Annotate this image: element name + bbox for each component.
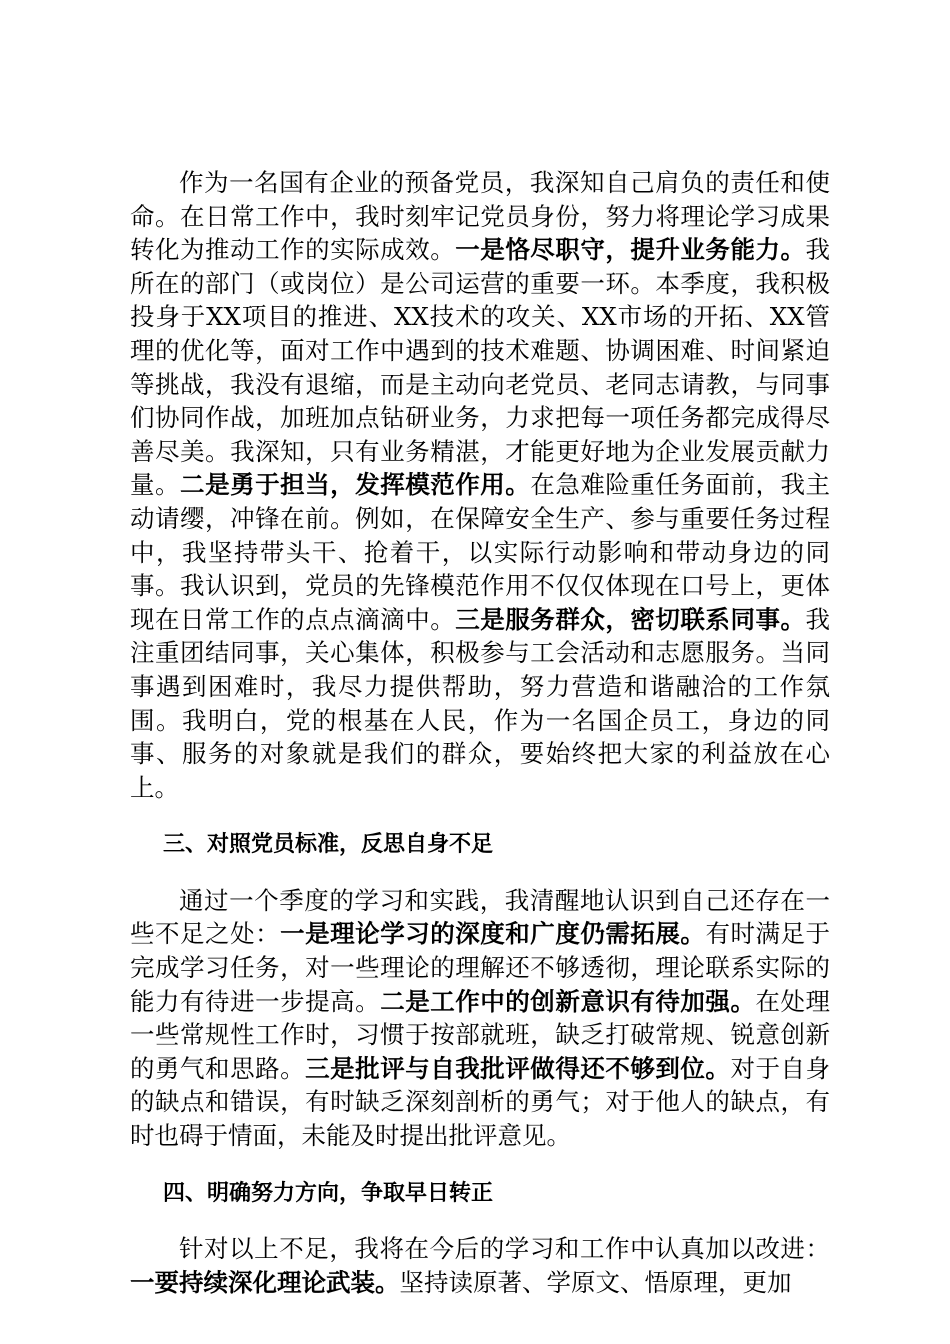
bold-point-two: 二是勇于担当，发挥模范作用。: [180, 470, 531, 500]
paragraph-text: 在处理一些常规性工作时，习惯于按部就班，缺乏打破常规、锐意创新的勇气和思路。: [130, 986, 831, 1083]
document-body: [130, 166, 830, 1299]
paragraph-text: 对于自身的缺点和错误，有时缺乏深刻剖析的勇气；对于他人的缺点，有时也碍于情面，未能及时提出批评意见。: [130, 1053, 831, 1151]
paragraph-text: 在急难险重任务面前，我主动请缨，冲锋在前。例如，在保障安全生产、参与重要任务过程中，我坚持带头干、抢着干，以实际行动影响和带动身边的同事。我认识到，党员的先锋模范作用不仅仅体现在口号上，更体现在日常工作的点点滴滴中。: [130, 470, 831, 634]
paragraph-work-practice: [130, 166, 830, 804]
paragraph-text: 坚持读原著、学原文、悟原理，更加: [399, 1267, 792, 1297]
bold-point-one: 一是理论学习的深度和广度仍需拓展。: [280, 919, 706, 949]
paragraph-shortcomings: [130, 884, 830, 1153]
paragraph-text: 我注重团结同事，关心集体，积极参与工会活动和志愿服务。当同事遇到困难时，我尽力提供帮助，努力营造和谐融洽的工作氛围。我明白，党的根基在人民，作为一名国企员工，身边的同事、服务的对象就是我们的群众，要始终把大家的利益放在心上。: [130, 604, 831, 802]
section-heading-3: 三、对照党员标准，反思自身不足: [163, 832, 494, 858]
paragraph-text: 有时满足于完成学习任务，对一些理论的理解还不够透彻，理论联系实际的能力有待进一步提高。: [130, 919, 831, 1016]
bold-point-two: 二是工作中的创新意识有待加强。: [380, 986, 756, 1016]
paragraph-direction: [130, 1232, 830, 1299]
paragraph-text: 通过一个季度的学习和实践，我清醒地认识到自己还存在一些不足之处：: [130, 885, 830, 949]
paragraph-text: 针对以上不足，我将在今后的学习和工作中认真加以改进：: [179, 1234, 830, 1264]
section-heading-4: 四、明确努力方向，争取早日转正: [163, 1180, 494, 1206]
paragraph-text: 我所在的部门（或岗位）是公司运营的重要一环。本季度，我积极投身于XX项目的推进、XX技术的攻关、XX市场的开拓、XX管理的优化等，面对工作中遇到的技术难题、协调困难、时间紧迫等挑战，我没有退缩，而是主动向老党员、老同志请教，与同事们协同作战，加班加点钻研业务，力求把每一项任务都完成得尽善尽美。我深知，只有业务精湛，才能更好地为企业发展贡献力量。: [130, 235, 831, 500]
bold-point-one: 一是恪尽职守，提升业务能力。: [455, 235, 806, 265]
paragraph-text: 作为一名国有企业的预备党员，我深知自己肩负的责任和使命。在日常工作中，我时刻牢记党员身份，努力将理论学习成果转化为推动工作的实际成效。: [130, 168, 830, 265]
bold-point-three: 三是批评与自我批评做得还不够到位。: [305, 1053, 731, 1083]
bold-point-one: 一要持续深化理论武装。: [130, 1267, 400, 1297]
bold-point-three: 三是服务群众，密切联系同事。: [455, 604, 806, 634]
